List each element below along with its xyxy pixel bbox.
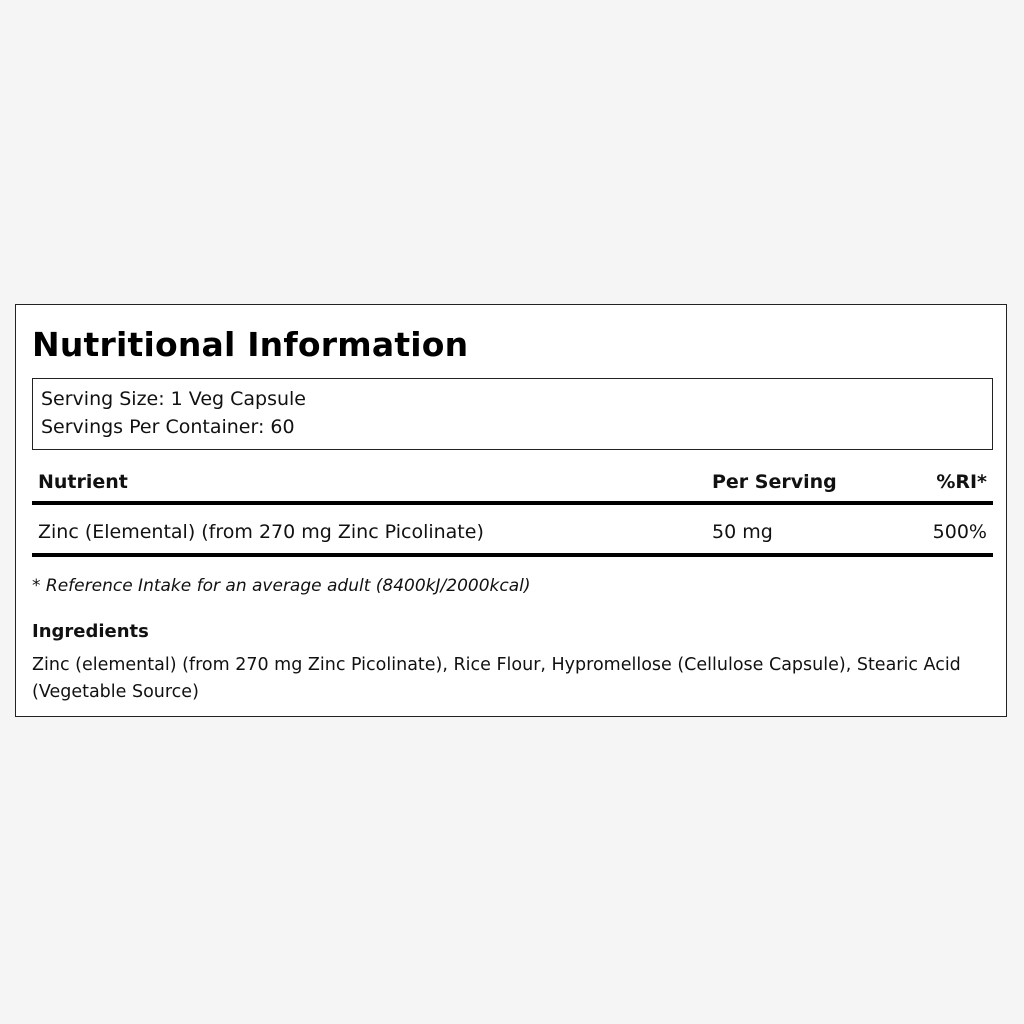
header-ri: %RI* (936, 471, 987, 493)
header-nutrient: Nutrient (38, 471, 128, 493)
ingredients-text: Zinc (elemental) (from 270 mg Zinc Picolinate), Rice Flour, Hypromellose (Cellulose Capsule), Stearic Acid (Vegetable Source) (32, 655, 961, 702)
serving-info-box (32, 378, 993, 450)
header-rule (32, 501, 993, 505)
row-ri: 500% (932, 521, 987, 543)
header-per-serving: Per Serving (712, 471, 837, 493)
row-nutrient-name: Zinc (Elemental) (from 270 mg Zinc Picolinate) (38, 521, 484, 543)
ri-footnote: * Reference Intake for an average adult (8400kJ/2000kcal) (32, 576, 531, 596)
row-per-serving: 50 mg (712, 521, 773, 543)
table-bottom-rule (32, 553, 993, 557)
serving-size: Serving Size: 1 Veg Capsule (41, 388, 306, 410)
servings-per-container: Servings Per Container: 60 (41, 416, 295, 438)
nutrition-panel (15, 304, 1007, 717)
ingredients-heading: Ingredients (32, 621, 149, 642)
panel-title: Nutritional Information (32, 325, 469, 364)
